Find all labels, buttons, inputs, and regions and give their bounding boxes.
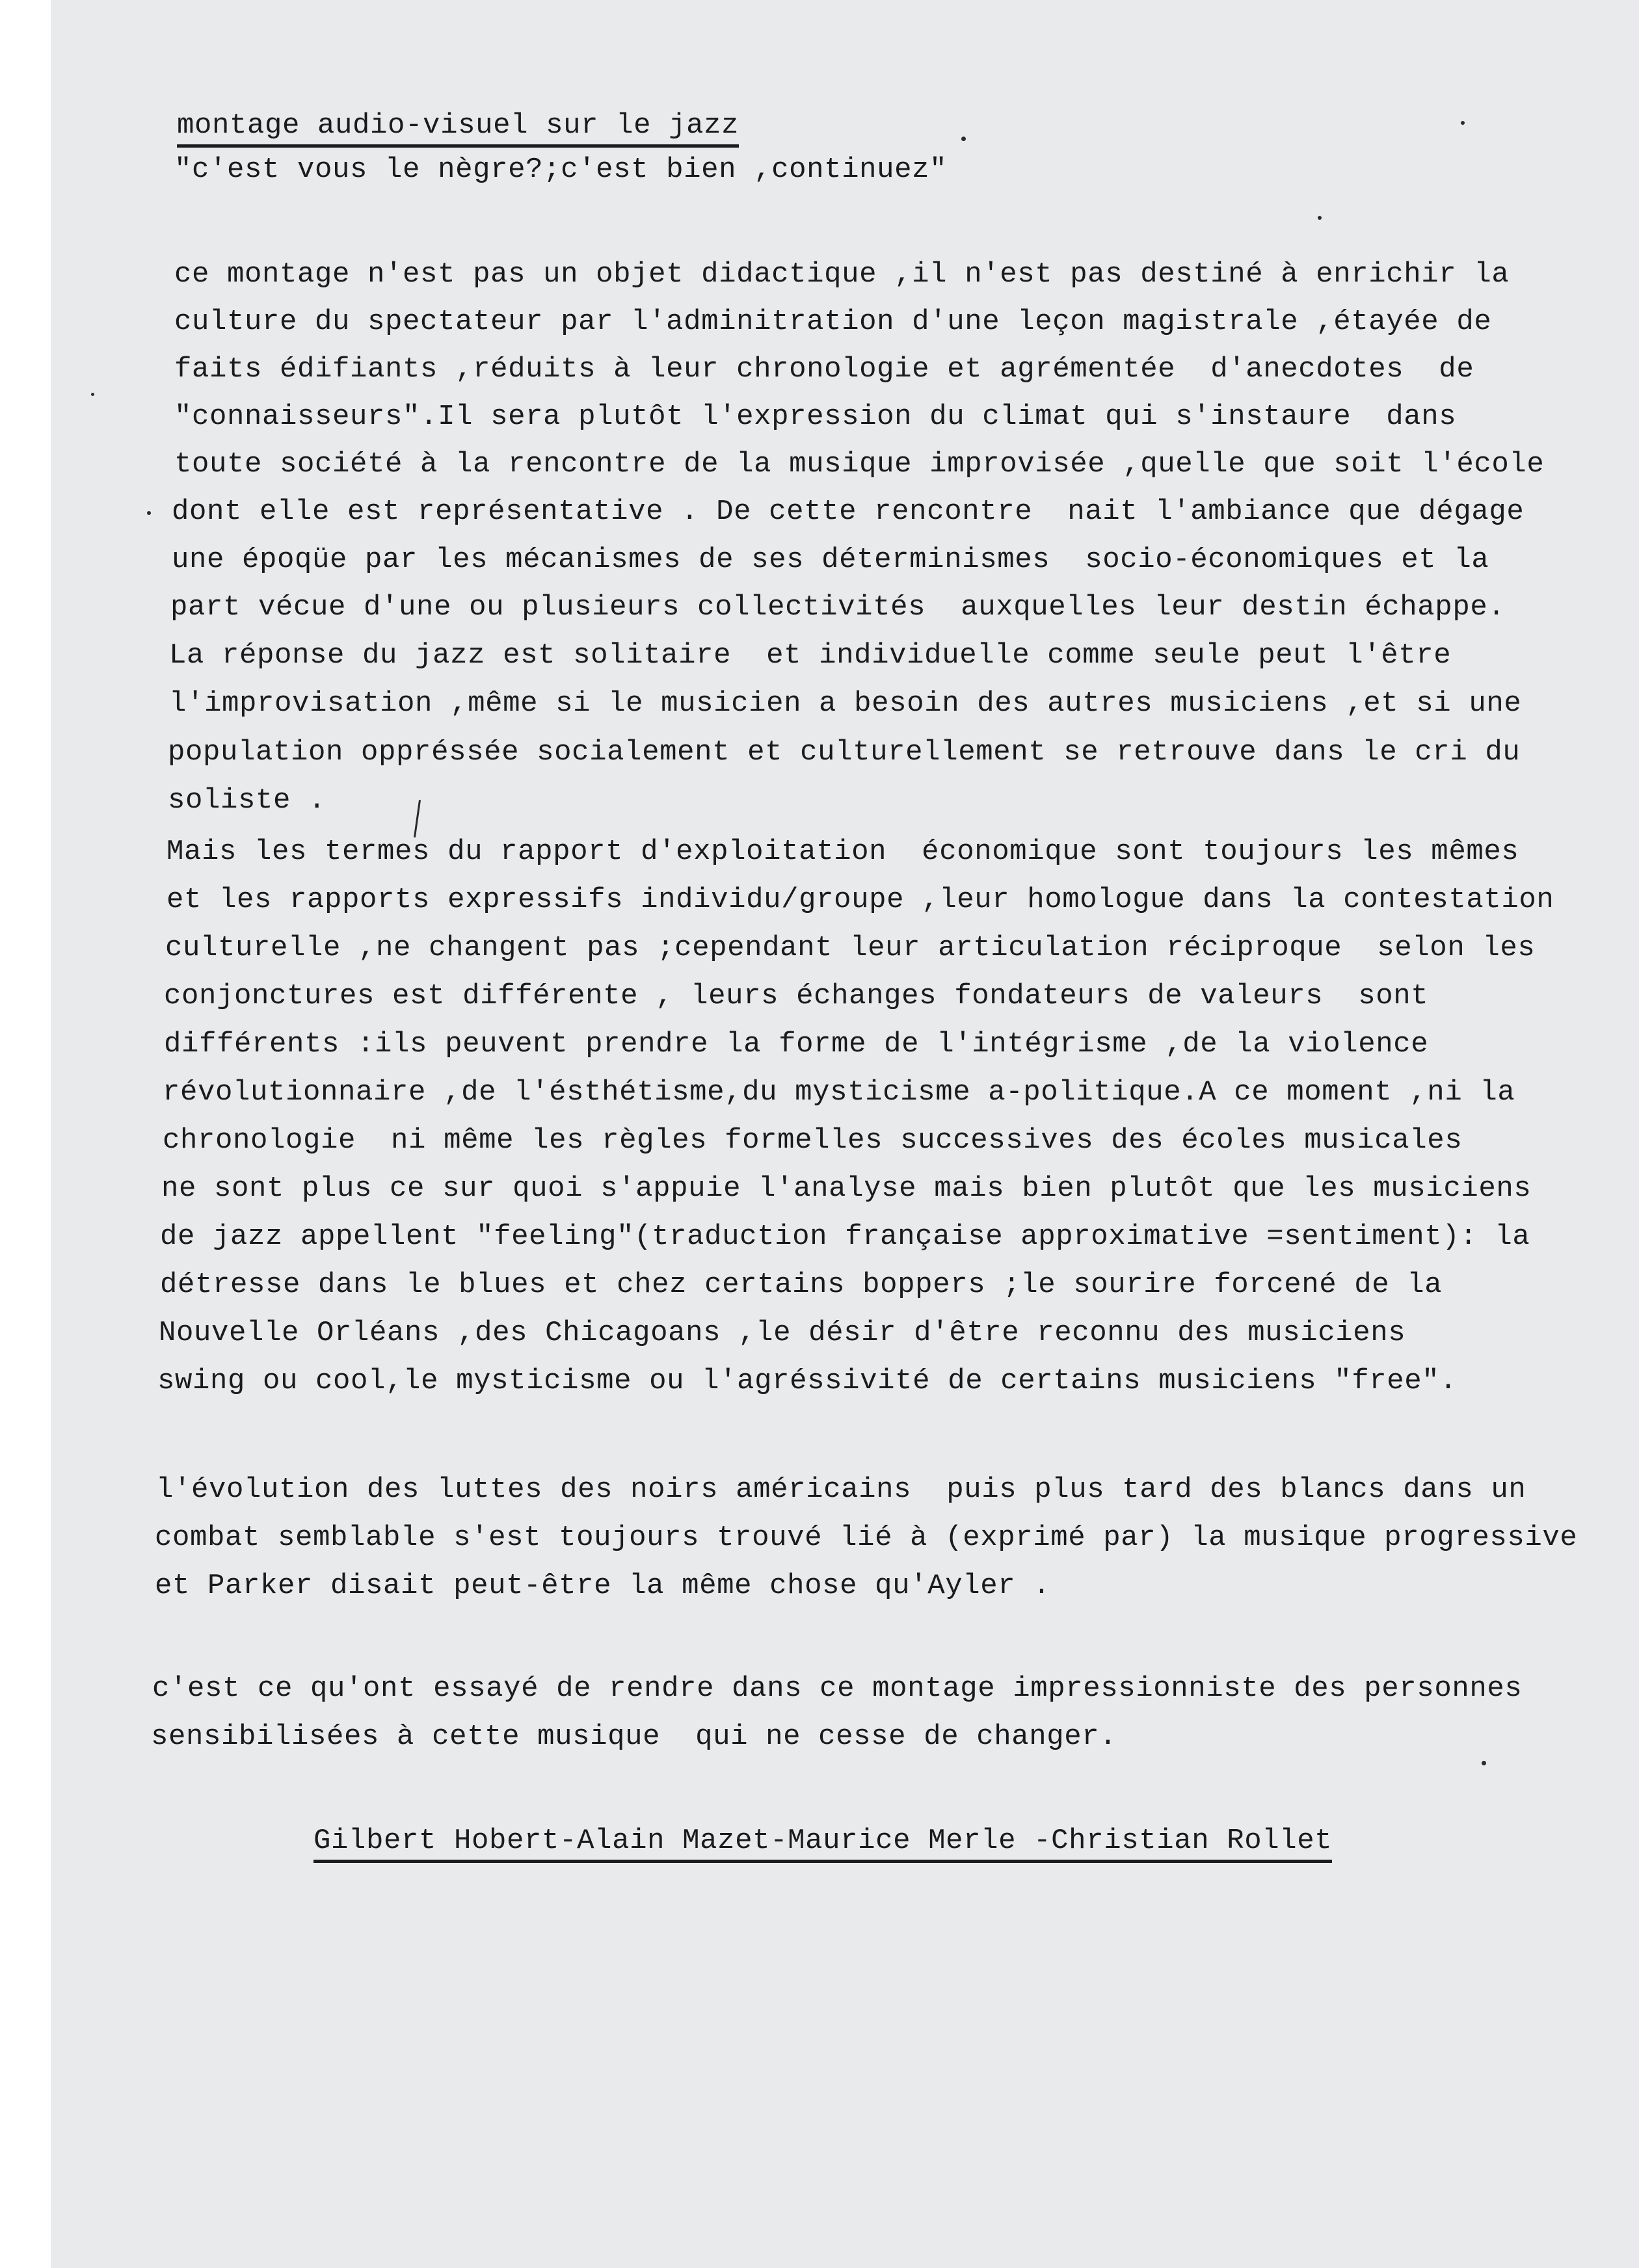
scan-speck bbox=[961, 137, 966, 141]
paragraph-line: conjonctures est différente , leurs échanges fondateurs de valeurs sont bbox=[164, 980, 1429, 1012]
paragraph-line: faits édifiants ,réduits à leur chronologie et agrémentée d'anecdotes de bbox=[174, 353, 1474, 386]
paragraph-line: chronologie ni même les règles formelles successives des écoles musicales bbox=[163, 1124, 1463, 1157]
scan-speck bbox=[91, 393, 94, 396]
paragraph-line: de jazz appellent "feeling"(traduction française approximative =sentiment): la bbox=[160, 1220, 1530, 1253]
paragraph-line: et Parker disait peut-être la même chose qu'Ayler . bbox=[155, 1570, 1051, 1602]
paragraph-line: une époqüe par les mécanismes de ses déterminismes socio-économiques et la bbox=[172, 544, 1489, 576]
paragraph-line: ce montage n'est pas un objet didactique ,il n'est pas destiné à enrichir la bbox=[174, 258, 1510, 291]
paragraph-line: soliste . bbox=[168, 784, 326, 817]
authors-line: Gilbert Hobert-Alain Mazet-Maurice Merle -Christian Rollet bbox=[313, 1823, 1332, 1863]
paragraph-line: révolutionnaire ,de l'ésthétisme,du mysticisme a-politique.A ce moment ,ni la bbox=[163, 1076, 1515, 1109]
paragraph-line: ne sont plus ce sur quoi s'appuie l'analyse mais bien plutôt que les musiciens bbox=[161, 1172, 1532, 1205]
paragraph-line: l'évolution des luttes des noirs américains puis plus tard des blancs dans un bbox=[156, 1473, 1526, 1506]
paragraph-line: culturelle ,ne changent pas ;cependant leur articulation réciproque selon les bbox=[165, 932, 1536, 964]
paragraph-line: population oppréssée socialement et culturellement se retrouve dans le cri du bbox=[168, 736, 1521, 769]
scan-margin bbox=[0, 0, 51, 2268]
paragraph-line: dont elle est représentative . De cette rencontre nait l'ambiance que dégage bbox=[172, 495, 1525, 528]
paragraph-line: et les rapports expressifs individu/groupe ,leur homologue dans la contestation bbox=[167, 884, 1554, 916]
paragraph-line: sensibilisées à cette musique qui ne cesse de changer. bbox=[151, 1721, 1117, 1753]
scan-speck bbox=[1482, 1761, 1486, 1765]
paragraph-line: l'improvisation ,même si le musicien a besoin des autres musiciens ,et si une bbox=[169, 687, 1522, 720]
scan-speck bbox=[147, 511, 151, 515]
paragraph-line: "connaisseurs".Il sera plutôt l'expression du climat qui s'instaure dans bbox=[174, 401, 1457, 433]
paragraph-line: différents :ils peuvent prendre la forme de l'intégrisme ,de la violence bbox=[164, 1028, 1429, 1061]
paragraph-line: combat semblable s'est toujours trouvé lié à (exprimé par) la musique progressive bbox=[155, 1522, 1578, 1554]
document-subtitle: "c'est vous le nègre?;c'est bien ,continuez" bbox=[174, 153, 948, 186]
paragraph-line: toute société à la rencontre de la musique improvisée ,quelle que soit l'école bbox=[174, 448, 1545, 481]
scan-speck bbox=[1461, 121, 1465, 125]
paragraph-line: swing ou cool,le mysticisme ou l'agréssivité de certains musiciens "free". bbox=[157, 1365, 1458, 1397]
scan-stroke bbox=[414, 800, 421, 837]
paragraph-line: Nouvelle Orléans ,des Chicagoans ,le désir d'être reconnu des musiciens bbox=[159, 1317, 1406, 1349]
paragraph-line: Mais les termes du rapport d'exploitation économique sont toujours les mêmes bbox=[167, 836, 1519, 868]
paragraph-line: La réponse du jazz est solitaire et individuelle comme seule peut l'être bbox=[169, 639, 1452, 672]
paragraph-line: part vécue d'une ou plusieurs collectivités auxquelles leur destin échappe. bbox=[170, 591, 1506, 624]
scan-speck bbox=[1318, 216, 1322, 220]
paragraph-line: c'est ce qu'ont essayé de rendre dans ce montage impressionniste des personnes bbox=[152, 1672, 1523, 1705]
paragraph-line: culture du spectateur par l'adminitration d'une leçon magistrale ,étayée de bbox=[174, 306, 1492, 338]
document-title: montage audio-visuel sur le jazz bbox=[177, 108, 739, 148]
paragraph-line: détresse dans le blues et chez certains boppers ;le sourire forcené de la bbox=[160, 1269, 1443, 1301]
